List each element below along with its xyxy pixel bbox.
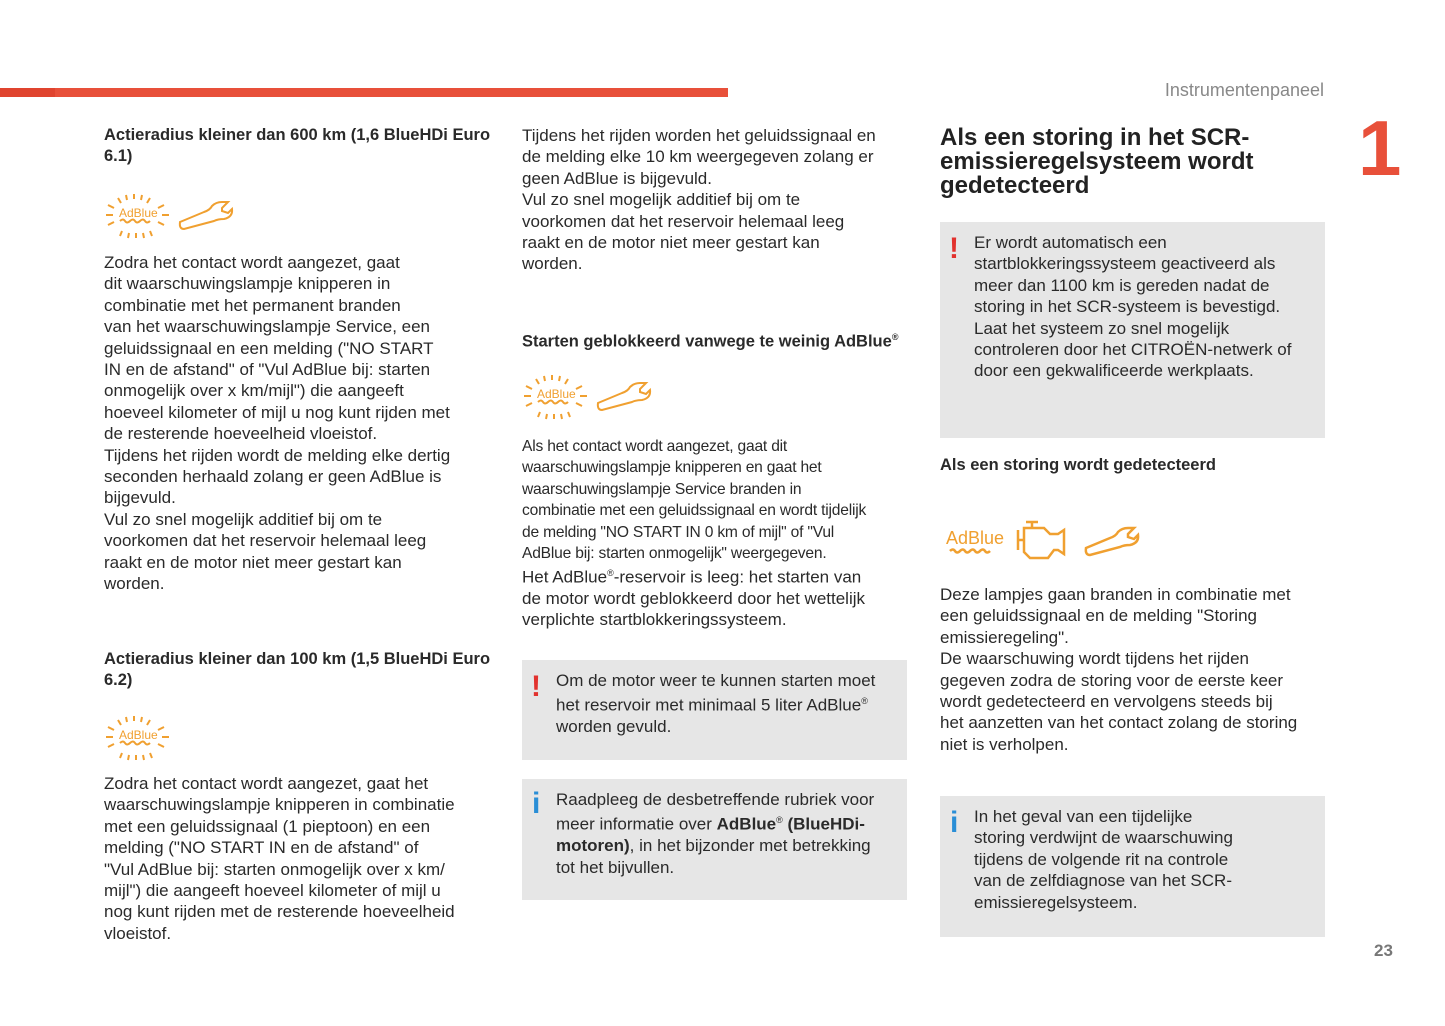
section-title: Instrumentenpaneel [1164,80,1324,100]
registered-mark: ® [891,332,899,342]
fault-warning-icons [944,518,1144,566]
adblue-warning-wrench-icon [104,192,239,240]
info-box-temporary-fault [940,796,1325,937]
warning-text: Er wordt automatisch een startblokkeringssysteem geactiveerd als meer dan 1100 km is gereden nadat de storing in het SCR-systeem is bevestigd. Laat het systeem zo snel mogelijk controleren door het CITROËN-netwerk of door een gekwalificeerde werkplaats. [974,233,1292,381]
warning-text: Om de motor weer te kunnen starten moet het reservoir met minimaal 5 liter AdBlue® worden gevuld. [556,671,876,737]
heading-fault-detected: Als een storing wordt gedetecteerd [940,456,1216,474]
svg-text:AdBlue: AdBlue [119,728,158,742]
exclamation-icon: ! [949,232,959,265]
body-start-blocked: Als het contact wordt aangezet, gaat dit waarschuwingslampje knipperen en gaat het waarschuwingslampje Service branden in combinatie met een geluidssignaal en wordt tijdelijk de melding "NO START IN 0 km of mijl" of "Vul AdBlue bij: starten onmogelijk" weergegeven. [522,438,867,563]
body-driving: Tijdens het rijden worden het geluidssignaal en de melding elke 10 km weergegeven zolang er geen AdBlue is bijgevuld. Vul zo snel mogelijk additief bij om te voorkomen dat het reservoir helemaal leeg raakt en de motor niet meer gestart kan worden. [522,126,876,274]
heading-range-100: Actieradius kleiner dan 100 km (1,5 BlueHDi Euro 6.2) [104,650,491,690]
header-bar-left [0,88,55,97]
exclamation-icon: ! [531,670,541,703]
info-box-adblue [522,779,907,900]
header-bar [55,88,728,97]
info-icon: i [950,806,959,839]
body-range-100: Zodra het contact wordt aangezet, gaat het waarschuwingslampje knipperen in combinatie met een geluidssignaal (1 pieptoon) en een melding ("NO START IN en de afstand" of "Vul AdBlue bij: starten onmogelijk over x km/ mijl") die aangeeft hoeveel kilometer of mijl u nog kunt rijden met de resterende hoeveelheid vloeistof. [104,774,455,943]
body-range-600: Zodra het contact wordt aangezet, gaat dit waarschuwingslampje knipperen in combinatie met het permanent branden van het waarschuwingslampje Service, een geluidssignaal en een melding ("NO START IN en de afstand" of "Vul AdBlue bij: starten onmogelijk over x km/mijl") die aangeeft hoeveel kilometer of mijl u nog kunt rijden met de resterende hoeveelheid vloeistof. Tijdens het rijden wordt de melding elke dertig seconden herhaald zolang er geen AdBlue is bijgevuld. Vul zo snel mogelijk additief bij om te voorkomen dat het reservoir helemaal leeg raakt en de motor niet meer gestart kan worden. [104,253,451,594]
text: -reservoir is leeg: het starten van de motor wordt geblokkeerd door het wettelijk verplichte startblokkeringssysteem. [522,567,866,630]
adblue-icon-label: AdBlue [119,206,158,220]
text: Het AdBlue [522,567,608,587]
page-number: 23 [1374,941,1393,960]
adblue-warning-wrench-icon [522,373,657,421]
chapter-number: 1 [1358,104,1402,192]
svg-text:AdBlue: AdBlue [537,387,576,401]
info-text: In het geval van een tijdelijke storing verdwijnt de waarschuwing tijdens de volgende rit na controle van de zelfdiagnose van het SCR- emissieregelsysteem. [974,807,1233,912]
heading-range-600: Actieradius kleiner dan 600 km (1,6 BlueHDi Euro 6.1) [104,126,491,166]
body-fault: Deze lampjes gaan branden in combinatie met een geluidssignaal en de melding "Storing emissieregeling". De waarschuwing wordt tijdens het rijden gegeven zodra de storing voor de eerste keer wordt gedetecteerd en vervolgens steeds bij het aanzetten van het contact zolang de storing niet is verholpen. [940,585,1298,754]
section-heading-scr: Als een storing in het SCR- emissieregelsysteem wordt gedetecteerd [940,124,1254,199]
warning-box-refill [522,660,907,760]
heading-start-blocked [522,327,912,353]
info-text: Raadpleeg de desbetreffende rubriek voor meer informatie over AdBlue® (BlueHDi- motoren), in het bijzonder met betrekking tot het bijvullen. [556,790,875,877]
registered-mark: ® [607,568,614,578]
info-icon: i [532,787,541,820]
warning-box-scr [940,222,1325,438]
adblue-warning-icon [104,714,174,762]
adblue-icon-label: AdBlue [946,528,1005,548]
body-tank-empty [522,563,922,631]
heading-text: Starten geblokkeerd vanwege te weinig AdBlue [522,332,892,351]
